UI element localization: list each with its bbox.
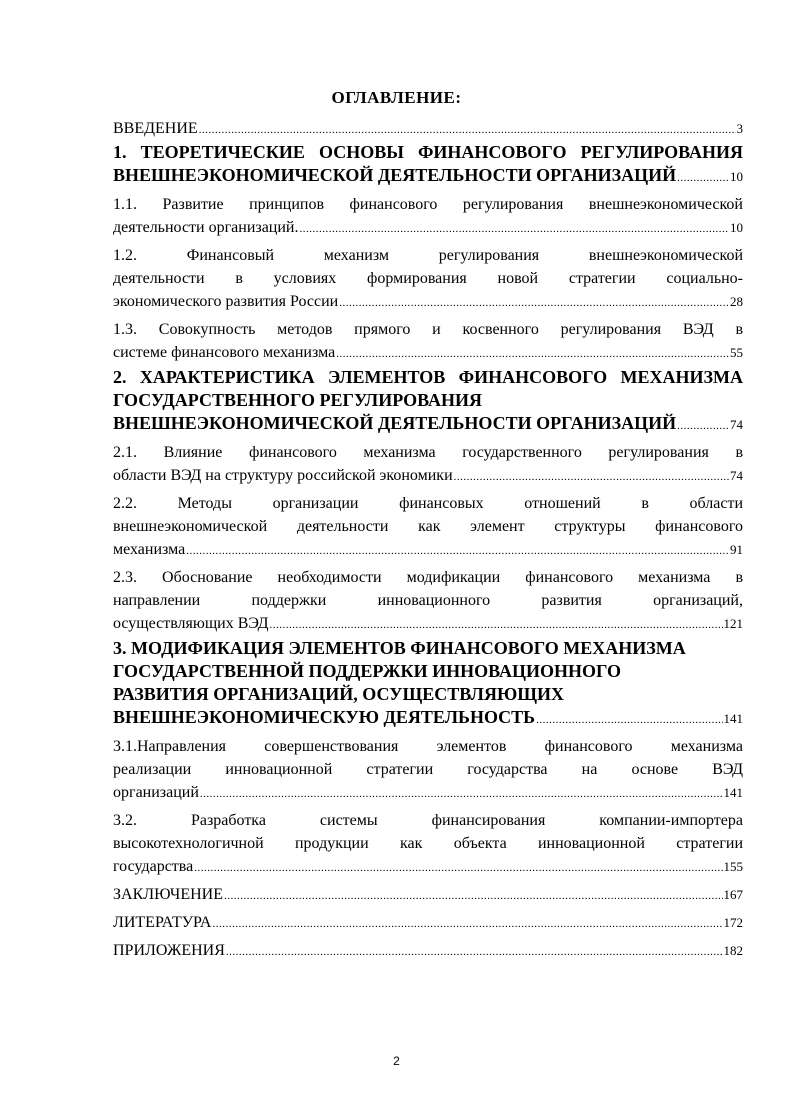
toc-entry-line: 2.1. Влияние финансового механизма государственного регулирования в bbox=[113, 444, 743, 461]
dot-leader bbox=[224, 883, 723, 908]
toc-page-number: 28 bbox=[730, 294, 743, 309]
toc-entry-line: 1.3. Совокупность методов прямого и косвенного регулирования ВЭД в bbox=[113, 321, 743, 338]
toc-page-number: 141 bbox=[723, 711, 743, 726]
toc-entry-line: 1. ТЕОРЕТИЧЕСКИЕ ОСНОВЫ ФИНАНСОВОГО РЕГУЛИРОВАНИЯ bbox=[113, 142, 743, 162]
dot-leader bbox=[200, 781, 723, 806]
dot-leader bbox=[212, 911, 722, 936]
toc-entry-line: ВНЕШНЕЭКОНОМИЧЕСКУЮ ДЕЯТЕЛЬНОСТЬ bbox=[113, 707, 536, 727]
toc-entry-line: ГОСУДАРСТВЕННОГО РЕГУЛИРОВАНИЯ bbox=[113, 390, 482, 410]
dot-leader bbox=[226, 939, 723, 964]
toc-entry-conclusion[interactable] bbox=[113, 883, 743, 908]
toc-entry-introduction[interactable] bbox=[113, 118, 743, 141]
toc-entry-line: направлении поддержки инновационного развития организаций, bbox=[113, 592, 743, 609]
toc-entry-line: 2. ХАРАКТЕРИСТИКА ЭЛЕМЕНТОВ ФИНАНСОВОГО МЕХАНИЗМА bbox=[113, 367, 743, 387]
toc-entry-line: деятельности организаций. bbox=[113, 219, 299, 236]
toc-entry-appendices[interactable] bbox=[113, 939, 743, 964]
toc-entry-line: деятельности в условиях формирования новой стратегии социально- bbox=[113, 270, 743, 287]
toc-entry-line: 3. МОДИФИКАЦИЯ ЭЛЕМЕНТОВ ФИНАНСОВОГО МЕХАНИЗМА bbox=[113, 638, 686, 658]
toc-page-number: 91 bbox=[730, 542, 743, 557]
toc-entry-line: 3.1.Направления совершенствования элементов финансового механизма bbox=[113, 738, 743, 755]
table-of-contents bbox=[113, 118, 743, 964]
toc-entry-section-1-3[interactable] bbox=[113, 318, 743, 366]
toc-page-number: 121 bbox=[723, 616, 743, 631]
toc-page-number: 167 bbox=[723, 887, 743, 902]
toc-page-number: 55 bbox=[730, 345, 743, 360]
toc-entry-label: ЛИТЕРАТУРА bbox=[113, 914, 212, 931]
toc-entry-line: ВНЕШНЕЭКОНОМИЧЕСКОЙ ДЕЯТЕЛЬНОСТИ ОРГАНИЗАЦИЙ bbox=[113, 165, 677, 185]
dot-leader bbox=[339, 290, 729, 315]
toc-entry-line: области ВЭД на структуру российской экономики bbox=[113, 467, 453, 484]
dot-leader bbox=[270, 612, 723, 637]
toc-entry-section-2-1[interactable] bbox=[113, 441, 743, 489]
toc-entry-section-3-2[interactable] bbox=[113, 809, 743, 880]
toc-entry-line: системе финансового механизма bbox=[113, 344, 336, 361]
toc-entry-line: 1.1. Развитие принципов финансового регулирования внешнеэкономической bbox=[113, 196, 743, 213]
toc-entry-line: 1.2. Финансовый механизм регулирования внешнеэкономической bbox=[113, 247, 743, 264]
toc-entry-literature[interactable] bbox=[113, 911, 743, 936]
toc-entry-chapter-1[interactable] bbox=[113, 141, 743, 190]
page-number: 2 bbox=[393, 1054, 400, 1068]
dot-leader bbox=[536, 706, 722, 732]
dot-leader bbox=[336, 341, 729, 366]
dot-leader bbox=[194, 855, 722, 880]
toc-entry-line: государства bbox=[113, 858, 194, 875]
toc-page-number: 141 bbox=[723, 785, 743, 800]
dot-leader bbox=[300, 216, 730, 241]
toc-page-number: 74 bbox=[730, 417, 743, 432]
toc-entry-line: 2.2. Методы организации финансовых отношений в области bbox=[113, 495, 743, 512]
toc-entry-line: механизма bbox=[113, 541, 186, 558]
toc-page-number: 172 bbox=[723, 915, 743, 930]
dot-leader bbox=[677, 164, 729, 190]
toc-entry-section-2-3[interactable] bbox=[113, 566, 743, 637]
toc-entry-label: ВВЕДЕНИЕ bbox=[113, 120, 198, 137]
toc-title: ОГЛАВЛЕНИЕ: bbox=[331, 88, 462, 107]
toc-entry-line: 2.3. Обоснование необходимости модификации финансового механизма в bbox=[113, 569, 743, 586]
toc-entry-section-1-2[interactable] bbox=[113, 244, 743, 315]
toc-entry-line: ВНЕШНЕЭКОНОМИЧЕСКОЙ ДЕЯТЕЛЬНОСТИ ОРГАНИЗАЦИЙ bbox=[113, 413, 677, 433]
toc-entry-label: ЗАКЛЮЧЕНИЕ bbox=[113, 886, 223, 903]
toc-page-number: 10 bbox=[730, 169, 743, 184]
toc-entry-label: ПРИЛОЖЕНИЯ bbox=[113, 942, 225, 959]
dot-leader bbox=[199, 118, 736, 141]
toc-entry-section-1-1[interactable] bbox=[113, 193, 743, 241]
toc-entry-line: экономического развития России bbox=[113, 293, 339, 310]
toc-page-number: 10 bbox=[730, 220, 743, 235]
toc-entry-line: высокотехнологичной продукции как объекта инновационной стратегии bbox=[113, 835, 743, 852]
toc-entry-section-3-1[interactable] bbox=[113, 735, 743, 806]
toc-page-number: 3 bbox=[736, 121, 743, 136]
toc-entry-line: 3.2. Разработка системы финансирования компании-импортера bbox=[113, 812, 743, 829]
toc-page-number: 74 bbox=[730, 468, 743, 483]
toc-entry-line: организаций bbox=[113, 784, 199, 801]
toc-entry-line: РАЗВИТИЯ ОРГАНИЗАЦИЙ, ОСУЩЕСТВЛЯЮЩИХ bbox=[113, 684, 564, 704]
dot-leader bbox=[454, 464, 729, 489]
toc-entry-line: реализации инновационной стратегии государства на основе ВЭД bbox=[113, 761, 743, 778]
toc-entry-line: ГОСУДАРСТВЕННОЙ ПОДДЕРЖКИ ИННОВАЦИОННОГО bbox=[113, 661, 621, 681]
toc-page-number: 155 bbox=[723, 859, 743, 874]
toc-entry-line: внешнеэкономической деятельности как элемент структуры финансового bbox=[113, 518, 743, 535]
toc-page-number: 182 bbox=[723, 943, 743, 958]
dot-leader bbox=[186, 538, 729, 563]
toc-entry-chapter-3[interactable] bbox=[113, 637, 743, 732]
toc-entry-chapter-2[interactable] bbox=[113, 366, 743, 438]
dot-leader bbox=[677, 412, 729, 438]
toc-entry-line: осуществляющих ВЭД bbox=[113, 615, 269, 632]
toc-entry-section-2-2[interactable] bbox=[113, 492, 743, 563]
